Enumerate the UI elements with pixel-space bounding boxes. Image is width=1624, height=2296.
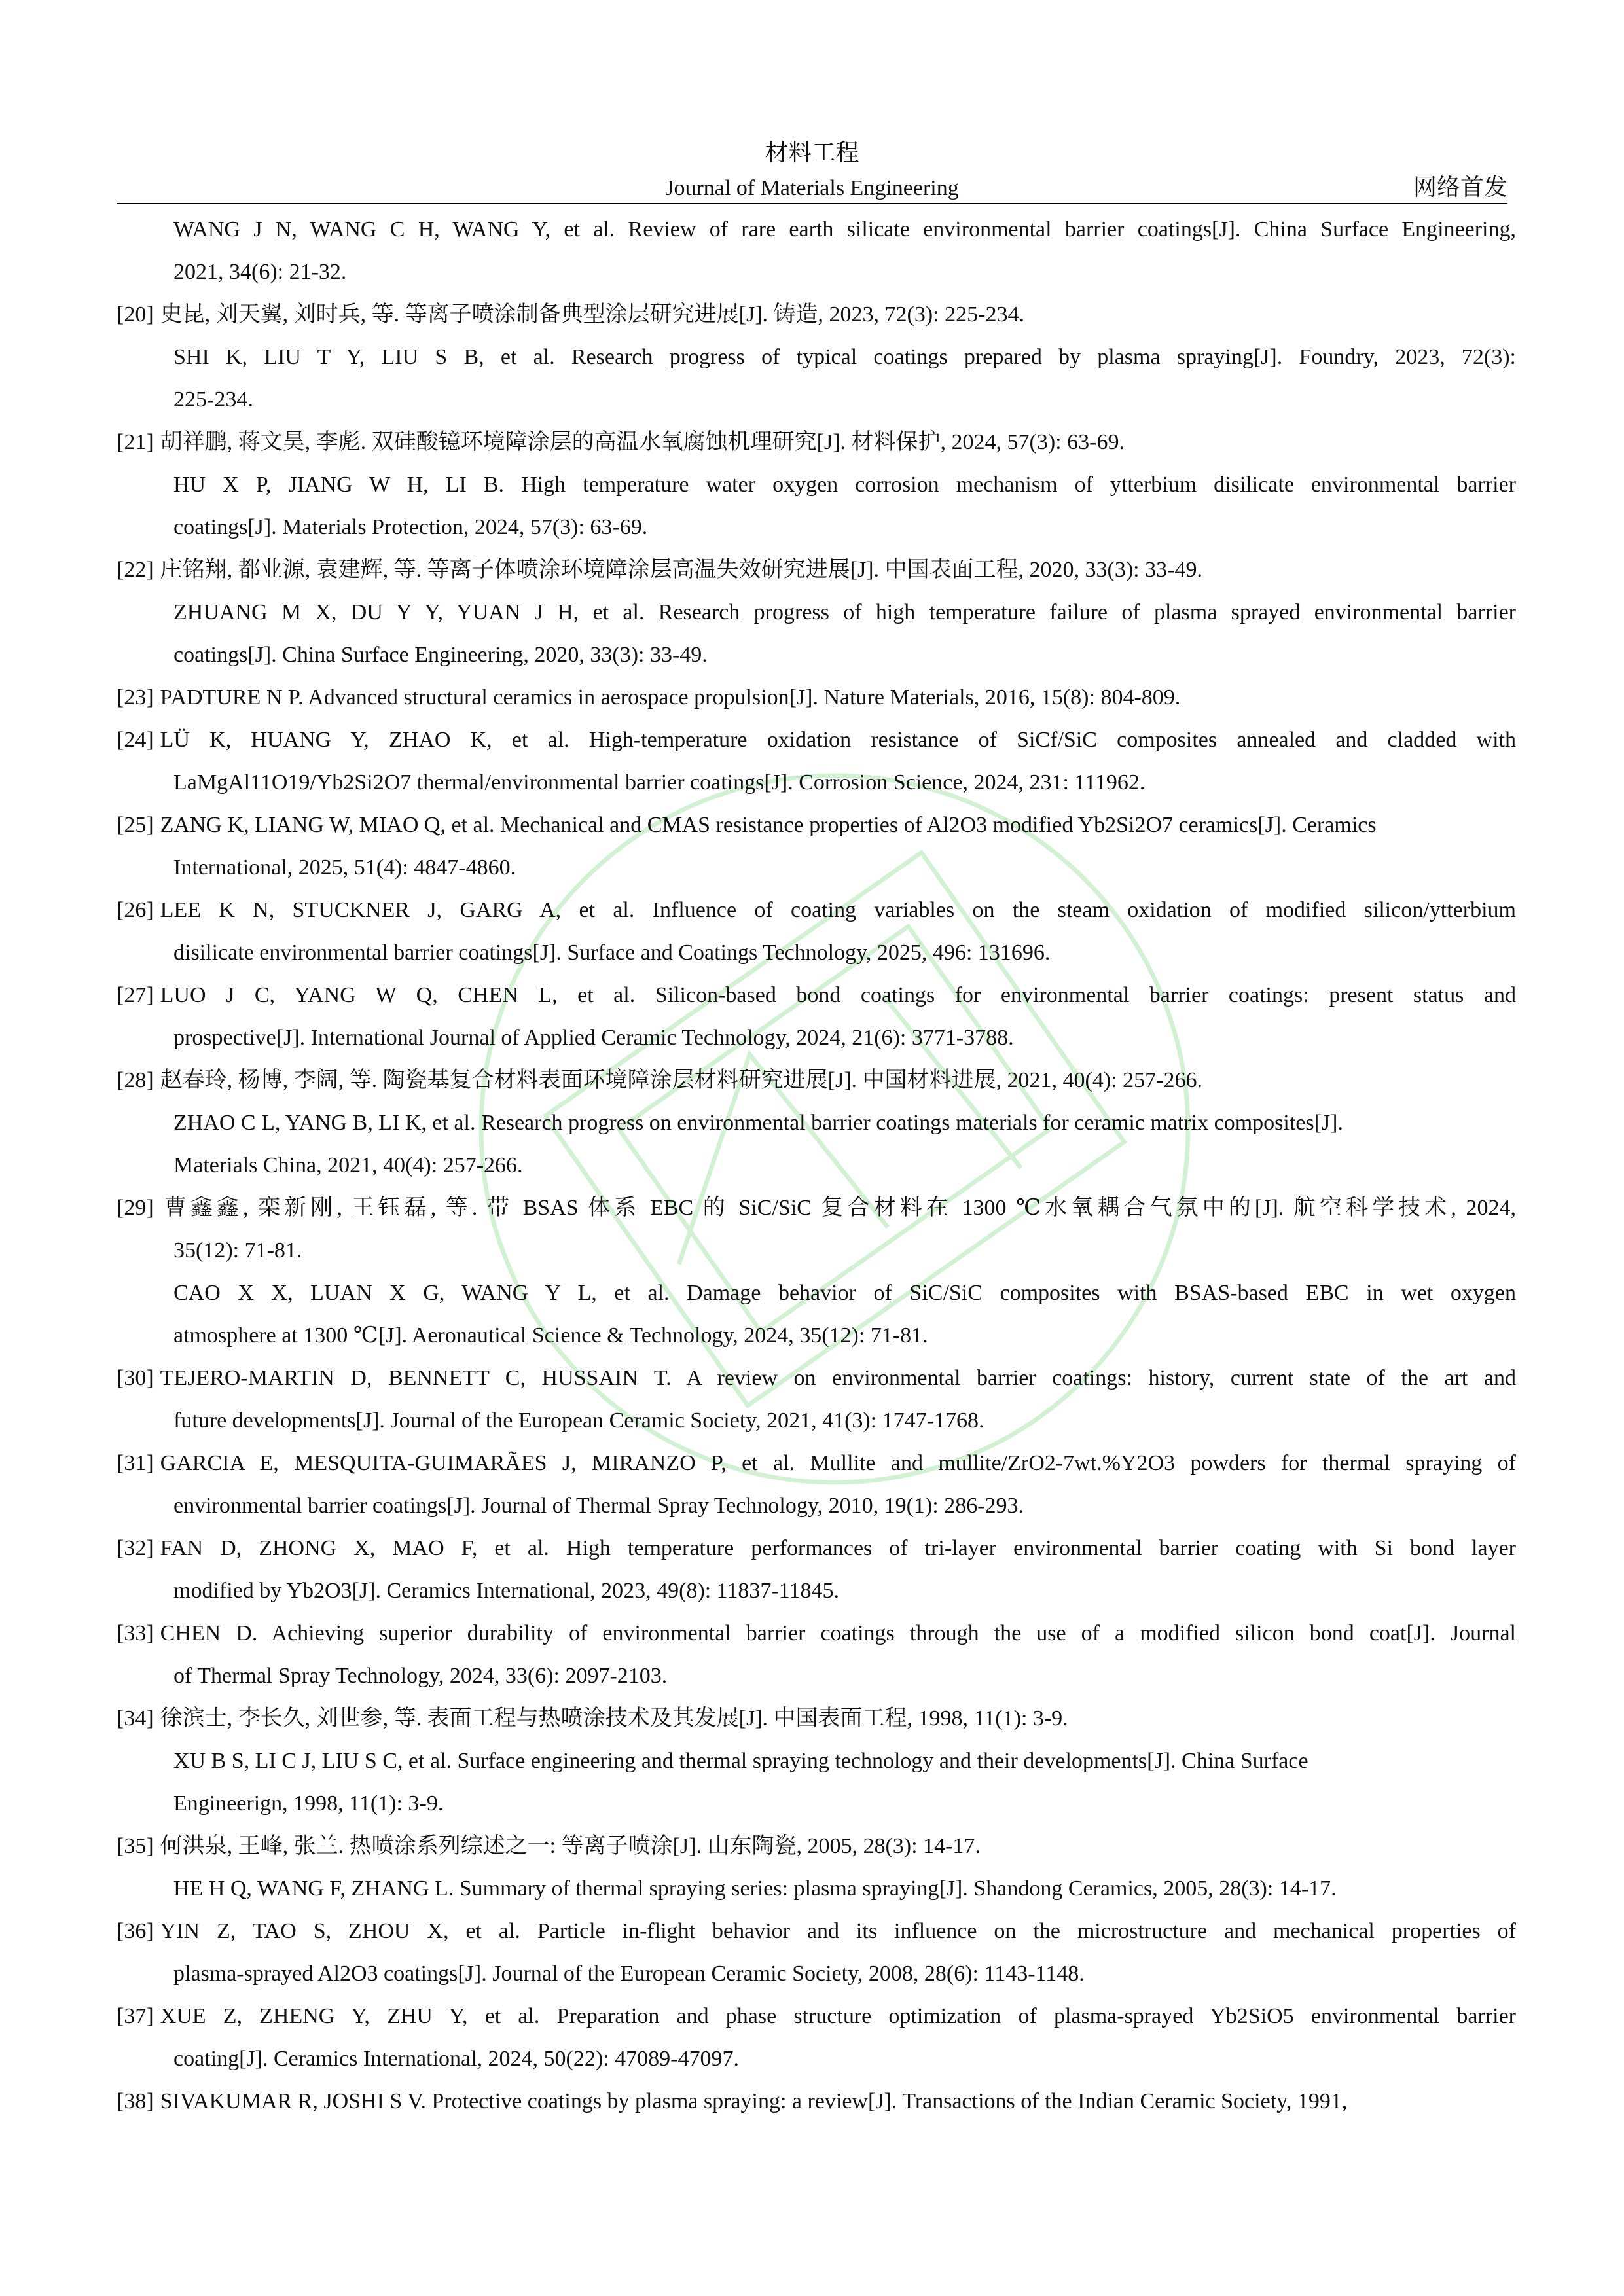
reference-item: [117, 1527, 1516, 1612]
reference-number: [32]: [117, 1536, 154, 1560]
reference-item: [117, 1059, 1516, 1187]
reference-number: [30]: [117, 1366, 154, 1390]
reference-text: LÜ K, HUANG Y, ZHAO K, et al. High-temperature oxidation resistance of SiCf/SiC composites annealed and cladded with: [160, 728, 1516, 752]
reference-line: [117, 421, 1516, 463]
reference-number: [29]: [117, 1196, 154, 1220]
reference-line: [117, 1825, 1516, 1867]
reference-text: 胡祥鹏, 蒋文昊, 李彪. 双硅酸镱环境障涂层的高温水氧腐蚀机理研究[J]. 材料保护, 2024, 57(3): 63-69.: [160, 430, 1125, 454]
reference-line: [117, 1612, 1516, 1655]
reference-line: [117, 2037, 1516, 2080]
reference-line: [117, 208, 1516, 251]
reference-text: 2021, 34(6): 21-32.: [173, 260, 347, 284]
reference-line: [117, 1655, 1516, 1697]
reference-line: [117, 1357, 1516, 1399]
reference-text: WANG J N, WANG C H, WANG Y, et al. Review of rare earth silicate environmental barrier coatings[J]. China Surface Engineering,: [173, 217, 1516, 242]
reference-line: [117, 761, 1516, 804]
reference-item: [117, 293, 1516, 421]
reference-number: [37]: [117, 2004, 154, 2028]
reference-text: 庄铭翔, 都业源, 袁建辉, 等. 等离子体喷涂环境障涂层高温失效研究进展[J]. 中国表面工程, 2020, 33(3): 33-49.: [160, 558, 1202, 582]
reference-text: HU X P, JIANG W H, LI B. High temperature water oxygen corrosion mechanism of ytterbium disilicate environmental barrier: [173, 473, 1516, 497]
reference-line: [117, 1187, 1516, 1229]
reference-line: [117, 1995, 1516, 2037]
reference-text: future developments[J]. Journal of the European Ceramic Society, 2021, 41(3): 1747-1768.: [173, 1408, 984, 1433]
reference-number: [26]: [117, 898, 154, 922]
reference-line: [117, 1314, 1516, 1357]
reference-line: [117, 1272, 1516, 1314]
reference-text: XUE Z, ZHENG Y, ZHU Y, et al. Preparation and phase structure optimization of plasma-sprayed Yb2SiO5 environmental barrier: [160, 2004, 1516, 2028]
reference-text: 史昆, 刘天翼, 刘时兵, 等. 等离子喷涂制备典型涂层研究进展[J]. 铸造, 2023, 72(3): 225-234.: [160, 302, 1024, 327]
reference-line: [117, 1016, 1516, 1059]
reference-line: [117, 676, 1516, 719]
reference-item: [117, 889, 1516, 974]
reference-line: [117, 463, 1516, 506]
reference-line: [117, 1952, 1516, 1995]
reference-line: [117, 1442, 1516, 1484]
reference-number: [24]: [117, 728, 154, 752]
reference-text: ZHUANG M X, DU Y Y, YUAN J H, et al. Research progress of high temperature failure of plasma sprayed environmental barrier: [173, 600, 1516, 624]
reference-line: [117, 251, 1516, 293]
reference-line: [117, 1867, 1516, 1910]
reference-line: [117, 634, 1516, 676]
reference-text: plasma-sprayed Al2O3 coatings[J]. Journal of the European Ceramic Society, 2008, 28(6): 1143-1148.: [173, 1962, 1085, 1986]
reference-line: [117, 378, 1516, 421]
reference-text: FAN D, ZHONG X, MAO F, et al. High temperature performances of tri-layer environmental barrier coating with Si bond layer: [160, 1536, 1516, 1560]
reference-line: [117, 1740, 1516, 1782]
reference-item: [117, 719, 1516, 804]
reference-text: TEJERO-MARTIN D, BENNETT C, HUSSAIN T. A review on environmental barrier coatings: history, current state of the art and: [160, 1366, 1516, 1390]
reference-number: [23]: [117, 685, 154, 709]
journal-title-en: Journal of Materials Engineering: [665, 176, 959, 200]
reference-line: [117, 1102, 1516, 1144]
online-first-label: 网络首发: [1413, 174, 1507, 200]
reference-text: PADTURE N P. Advanced structural ceramics in aerospace propulsion[J]. Nature Materials, 2016, 15(8): 804-809.: [160, 685, 1181, 709]
reference-number: [28]: [117, 1068, 154, 1092]
reference-text: Materials China, 2021, 40(4): 257-266.: [173, 1153, 523, 1177]
reference-text: 曹鑫鑫, 栾新刚, 王钰磊, 等. 带 BSAS 体系 EBC 的 SiC/SiC 复合材料在 1300 ℃水氧耦合气氛中的[J]. 航空科学技术, 2024,: [160, 1196, 1516, 1220]
reference-number: [22]: [117, 558, 154, 582]
reference-text: SIVAKUMAR R, JOSHI S V. Protective coatings by plasma spraying: a review[J]. Transactions of the Indian Ceramic Society, 1991,: [160, 2089, 1348, 2113]
reference-item: [117, 2080, 1516, 2123]
reference-text: 何洪泉, 王峰, 张兰. 热喷涂系列综述之一: 等离子喷涂[J]. 山东陶瓷, 2005, 28(3): 14-17.: [160, 1834, 981, 1858]
reference-line: [117, 1059, 1516, 1102]
reference-list: [117, 208, 1516, 2123]
reference-line: [117, 1144, 1516, 1187]
reference-text: 225-234.: [173, 387, 253, 412]
reference-text: CAO X X, LUAN X G, WANG Y L, et al. Damage behavior of SiC/SiC composites with BSAS-based EBC in wet oxygen: [173, 1281, 1516, 1305]
reference-number: [31]: [117, 1451, 154, 1475]
reference-line: [117, 719, 1516, 761]
reference-text: LEE K N, STUCKNER J, GARG A, et al. Influence of coating variables on the steam oxidation of modified silicon/ytterbium: [160, 898, 1516, 922]
reference-line: [117, 974, 1516, 1016]
reference-line: [117, 1697, 1516, 1740]
reference-text: YIN Z, TAO S, ZHOU X, et al. Particle in-flight behavior and its influence on the microstructure and mechanical properties of: [160, 1919, 1516, 1943]
reference-text: 赵春玲, 杨博, 李阔, 等. 陶瓷基复合材料表面环境障涂层材料研究进展[J]. 中国材料进展, 2021, 40(4): 257-266.: [160, 1068, 1202, 1092]
reference-number: [35]: [117, 1834, 154, 1858]
reference-item: [117, 1697, 1516, 1825]
reference-text: ZHAO C L, YANG B, LI K, et al. Research progress on environmental barrier coatings materials for ceramic matrix composites[J].: [173, 1111, 1343, 1135]
reference-text: of Thermal Spray Technology, 2024, 33(6): 2097-2103.: [173, 1664, 668, 1688]
reference-text: disilicate environmental barrier coatings[J]. Surface and Coatings Technology, 2025, 496: 131696.: [173, 941, 1051, 965]
reference-line: [117, 931, 1516, 974]
reference-line: [117, 1782, 1516, 1825]
reference-number: [20]: [117, 302, 154, 327]
reference-line: [117, 293, 1516, 336]
reference-line: [117, 804, 1516, 846]
reference-line: [117, 846, 1516, 889]
reference-line: [117, 591, 1516, 634]
reference-text: atmosphere at 1300 ℃[J]. Aeronautical Science & Technology, 2024, 35(12): 71-81.: [173, 1323, 928, 1348]
reference-number: [33]: [117, 1621, 154, 1645]
reference-text: XU B S, LI C J, LIU S C, et al. Surface engineering and thermal spraying technology and their developments[J]. China Surface: [173, 1749, 1308, 1773]
reference-number: [34]: [117, 1706, 154, 1731]
reference-item: [117, 1187, 1516, 1357]
reference-item: [117, 1995, 1516, 2080]
reference-line: [117, 1399, 1516, 1442]
reference-item: [117, 676, 1516, 719]
reference-number: [27]: [117, 983, 154, 1007]
reference-number: [38]: [117, 2089, 154, 2113]
reference-text: LUO J C, YANG W Q, CHEN L, et al. Silicon-based bond coatings for environmental barrier coatings: present status and: [160, 983, 1516, 1007]
reference-line: [117, 1229, 1516, 1272]
reference-text: environmental barrier coatings[J]. Journal of Thermal Spray Technology, 2010, 19(1): 286-293.: [173, 1494, 1024, 1518]
reference-item: [117, 1612, 1516, 1697]
reference-item: [117, 548, 1516, 676]
reference-text: coatings[J]. China Surface Engineering, 2020, 33(3): 33-49.: [173, 643, 708, 667]
reference-text: modified by Yb2O3[J]. Ceramics International, 2023, 49(8): 11837-11845.: [173, 1579, 839, 1603]
reference-line: [117, 506, 1516, 548]
reference-line: [117, 1570, 1516, 1612]
reference-item: [117, 1442, 1516, 1527]
reference-text: SHI K, LIU T Y, LIU S B, et al. Research progress of typical coatings prepared by plasma spraying[J]. Foundry, 2023, 72(3):: [173, 345, 1516, 369]
reference-text: 徐滨士, 李长久, 刘世参, 等. 表面工程与热喷涂技术及其发展[J]. 中国表面工程, 1998, 11(1): 3-9.: [160, 1706, 1068, 1731]
reference-line: [117, 1910, 1516, 1952]
reference-text: coating[J]. Ceramics International, 2024, 50(22): 47089-47097.: [173, 2047, 739, 2071]
reference-text: HE H Q, WANG F, ZHANG L. Summary of thermal spraying series: plasma spraying[J]. Shandong Ceramics, 2005, 28(3): 14-17.: [173, 1876, 1337, 1901]
reference-text: International, 2025, 51(4): 4847-4860.: [173, 855, 516, 880]
reference-text: prospective[J]. International Journal of Applied Ceramic Technology, 2024, 21(6): 3771-3788.: [173, 1026, 1014, 1050]
reference-number: [25]: [117, 813, 154, 837]
reference-item: [117, 1357, 1516, 1442]
reference-item: [117, 1825, 1516, 1910]
reference-text: CHEN D. Achieving superior durability of environmental barrier coatings through the use of a modified silicon bond coat[J]. Journal: [160, 1621, 1516, 1645]
reference-line: [117, 336, 1516, 378]
reference-number: [36]: [117, 1919, 154, 1943]
reference-line: [117, 1527, 1516, 1570]
reference-text: ZANG K, LIANG W, MIAO Q, et al. Mechanical and CMAS resistance properties of Al2O3 modified Yb2Si2O7 ceramics[J]. Ceramics: [160, 813, 1377, 837]
reference-line: [117, 889, 1516, 931]
reference-line: [117, 2080, 1516, 2123]
journal-title-cn: 材料工程: [765, 139, 859, 166]
reference-number: [21]: [117, 430, 154, 454]
reference-item: [117, 421, 1516, 548]
reference-text: coatings[J]. Materials Protection, 2024, 57(3): 63-69.: [173, 515, 648, 539]
reference-text: 35(12): 71-81.: [173, 1238, 302, 1263]
reference-text: Engineerign, 1998, 11(1): 3-9.: [173, 1791, 444, 1816]
reference-line: [117, 548, 1516, 591]
reference-line: [117, 1484, 1516, 1527]
page-header: [117, 137, 1507, 204]
reference-item: [117, 208, 1516, 293]
reference-item: [117, 1910, 1516, 1995]
reference-item: [117, 974, 1516, 1059]
reference-text: GARCIA E, MESQUITA-GUIMARÃES J, MIRANZO P, et al. Mullite and mullite/ZrO2-7wt.%Y2O3 powders for thermal spraying of: [160, 1451, 1516, 1475]
reference-item: [117, 804, 1516, 889]
reference-text: LaMgAl11O19/Yb2Si2O7 thermal/environmental barrier coatings[J]. Corrosion Science, 2024, 231: 111962.: [173, 770, 1146, 795]
